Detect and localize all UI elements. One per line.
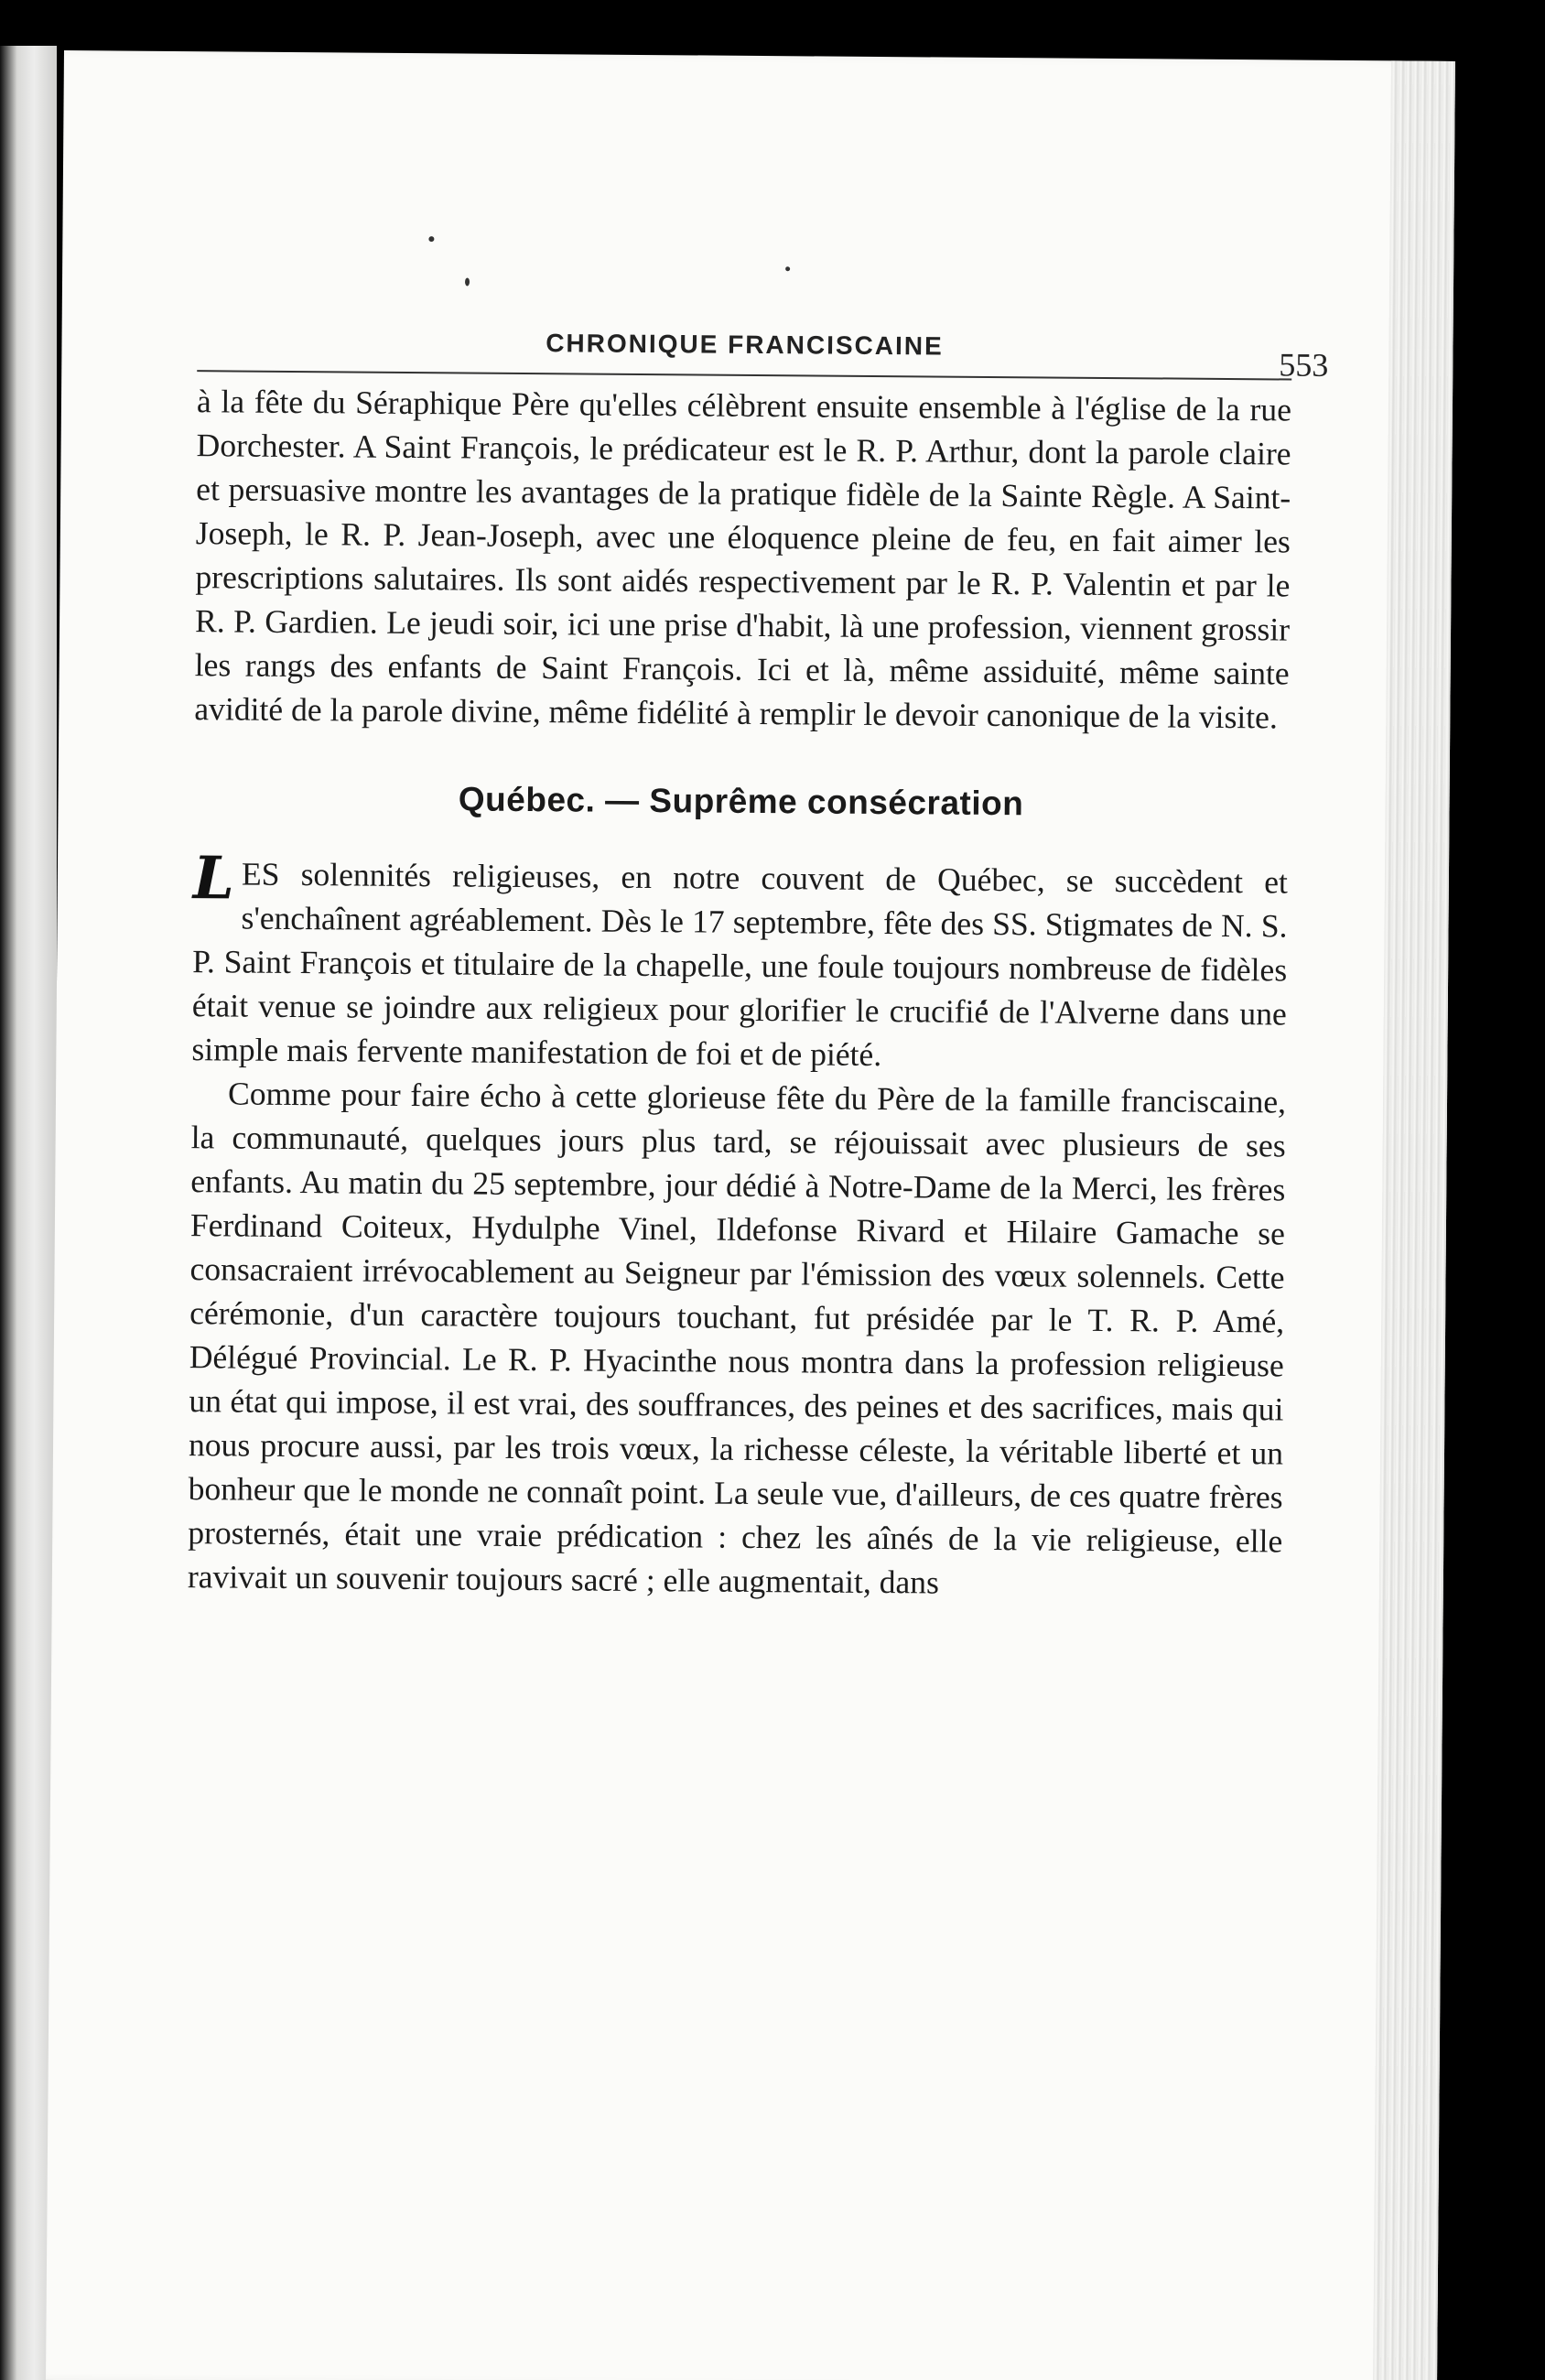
small-caps-lead: ES (241, 855, 280, 892)
paragraph-text: solennités religieuses, en notre couvent de Québec, se succèdent et s'enchaînent agréablement. Dès le 17 septembre, fête des SS. Stigmates de N. S. P. Saint François et titulaire de la chapelle, une foule toujours nombreuse de fidèles était venue se joindre aux religieux pour glorifier le crucifié de l'Alverne dans une simple mais fervente manifestation de foi et de piété. (191, 855, 1289, 1074)
running-title: CHRONIQUE FRANCISCAINE (546, 329, 944, 361)
page-block-edge (1373, 60, 1455, 2380)
ink-speck (785, 266, 790, 271)
drop-cap-letter: L (192, 844, 235, 914)
running-header (197, 315, 1329, 384)
page-number: 553 (1279, 346, 1329, 384)
ink-speck (428, 236, 434, 242)
book-page (46, 50, 1455, 2380)
paragraph-with-dropcap (191, 844, 1289, 1079)
ink-speck (465, 277, 470, 286)
page-content (187, 315, 1329, 1606)
paragraph: Comme pour faire écho à cette glorieuse fête du Père de la famille franciscaine, la communauté, quelques jours plus tard, se réjouissait avec plusieurs de ses enfants. Au matin du 25 septembre, jour dédié à Notre-Dame de la Merci, les frères Ferdinand Coiteux, Hydulphe Vinel, Ildefonse Rivard et Hilaire Gamache se consacraient irrévocablement au Seigneur par l'émission des vœux solennels. Cette cérémonie, d'un caractère toujours touchant, fut présidée par le T. R. P. Amé, Délégué Provincial. Le R. P. Hyacinthe nous montra dans la profession religieuse un état qui impose, il est vrai, des souffrances, des peines et des sacrifices, mais qui nous procure aussi, par les trois vœux, la richesse céleste, la véritable liberté et un bonheur que le monde ne connaît point. La seule vue, d'ailleurs, de ces quatre frères prosternés, était une vraie prédication : chez les aînés de la vie religieuse, elle ravivait un souvenir toujours sacré ; elle augmentait, dans (187, 1075, 1287, 1601)
paragraph-continued: à la fête du Séraphique Père qu'elles célèbrent ensuite ensemble à l'église de la rue Dorchester. A Saint François, le prédicateur est le R. P. Arthur, dont la parole claire et persuasive montre les avantages de la pratique fidèle de la Sainte Règle. A Saint-Joseph, le R. P. Jean-Joseph, avec une éloquence pleine de feu, en fait aimer les prescriptions salutaires. Ils sont aidés respectivement par le R. P. Valentin et par le R. P. Gardien. Le jeudi soir, ici une prise d'habit, là une profession, viennent grossir les rangs des enfants de Saint François. Ici et là, même assiduité, même sainte avidité de la parole divine, même fidélité à remplir le devoir canonique de la visite. (194, 383, 1292, 736)
section-heading: Québec. — Suprême consécration (458, 780, 1024, 823)
